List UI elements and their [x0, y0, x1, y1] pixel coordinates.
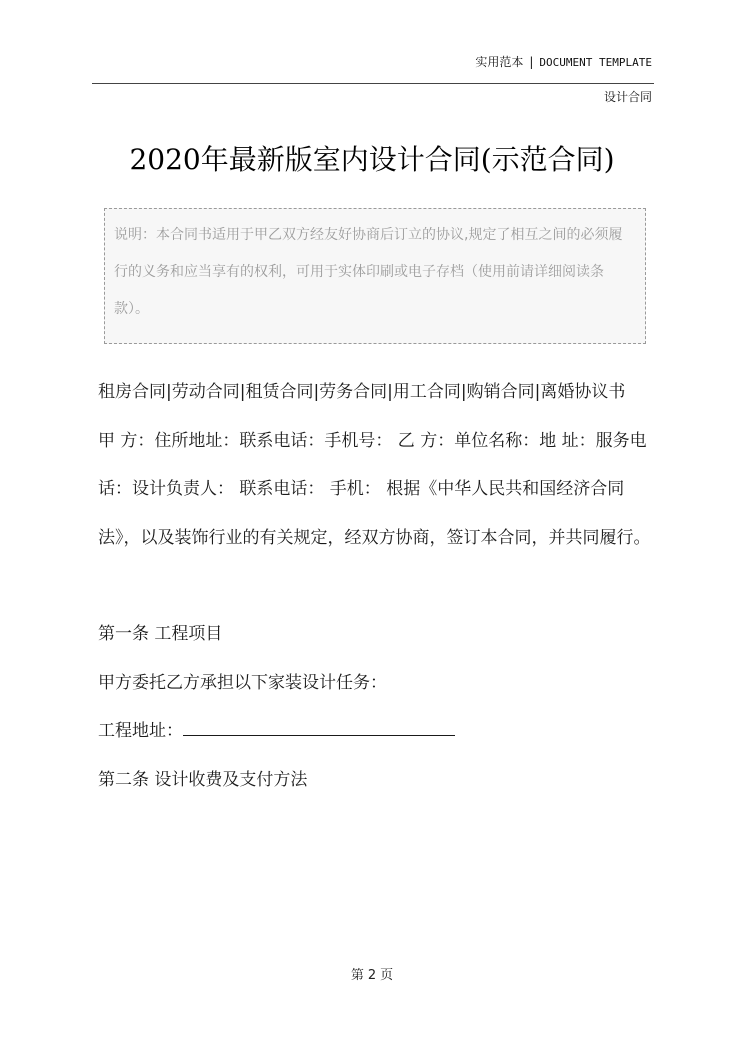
project-address-blank [183, 721, 455, 736]
page-number: 2 [367, 968, 377, 983]
page-prefix: 第 [350, 968, 364, 983]
header-divider [92, 83, 654, 84]
article-1-heading: 第一条 工程项目 [98, 624, 223, 644]
notice-box [104, 208, 646, 344]
page-footer [0, 964, 744, 983]
contract-links-line: 租房合同|劳动合同|租赁合同|劳务合同|用工合同|购销合同|离婚协议书 [98, 382, 626, 402]
parties-paragraph: 甲 方：住所地址：联系电话：手机号： 乙 方：单位名称：地 址：服务电话：设计负责人： 联系电话： 手机： 根据《中华人民共和国经济合同法》，以及装饰行业的有关规定，经双方协商，签订本合同，并共同履行。 [98, 430, 651, 548]
notice-text: 说明：本合同书适用于甲乙双方经友好协商后订立的协议,规定了相互之间的必须履行的义务和应当享有的权利，可用于实体印刷或电子存档（使用前请详细阅读条款）。 [114, 227, 623, 317]
header-brand [475, 53, 652, 70]
header-brand-cn: 实用范本 [475, 55, 524, 69]
document-title: 2020年最新版室内设计合同(示范合同) [129, 143, 615, 176]
page-suffix: 页 [380, 968, 394, 983]
project-address-line [98, 707, 658, 756]
article-2-heading: 第二条 设计收费及支付方法 [98, 769, 308, 790]
paragraph-spacer [98, 562, 658, 610]
header-brand-en: DOCUMENT TEMPLATE [539, 56, 652, 69]
header-category: 设计合同 [603, 90, 652, 104]
header-separator: | [529, 55, 534, 69]
project-address-label: 工程地址： [98, 721, 183, 741]
document-body [98, 368, 658, 804]
article-1-text: 甲方委托乙方承担以下家装设计任务： [98, 672, 387, 693]
